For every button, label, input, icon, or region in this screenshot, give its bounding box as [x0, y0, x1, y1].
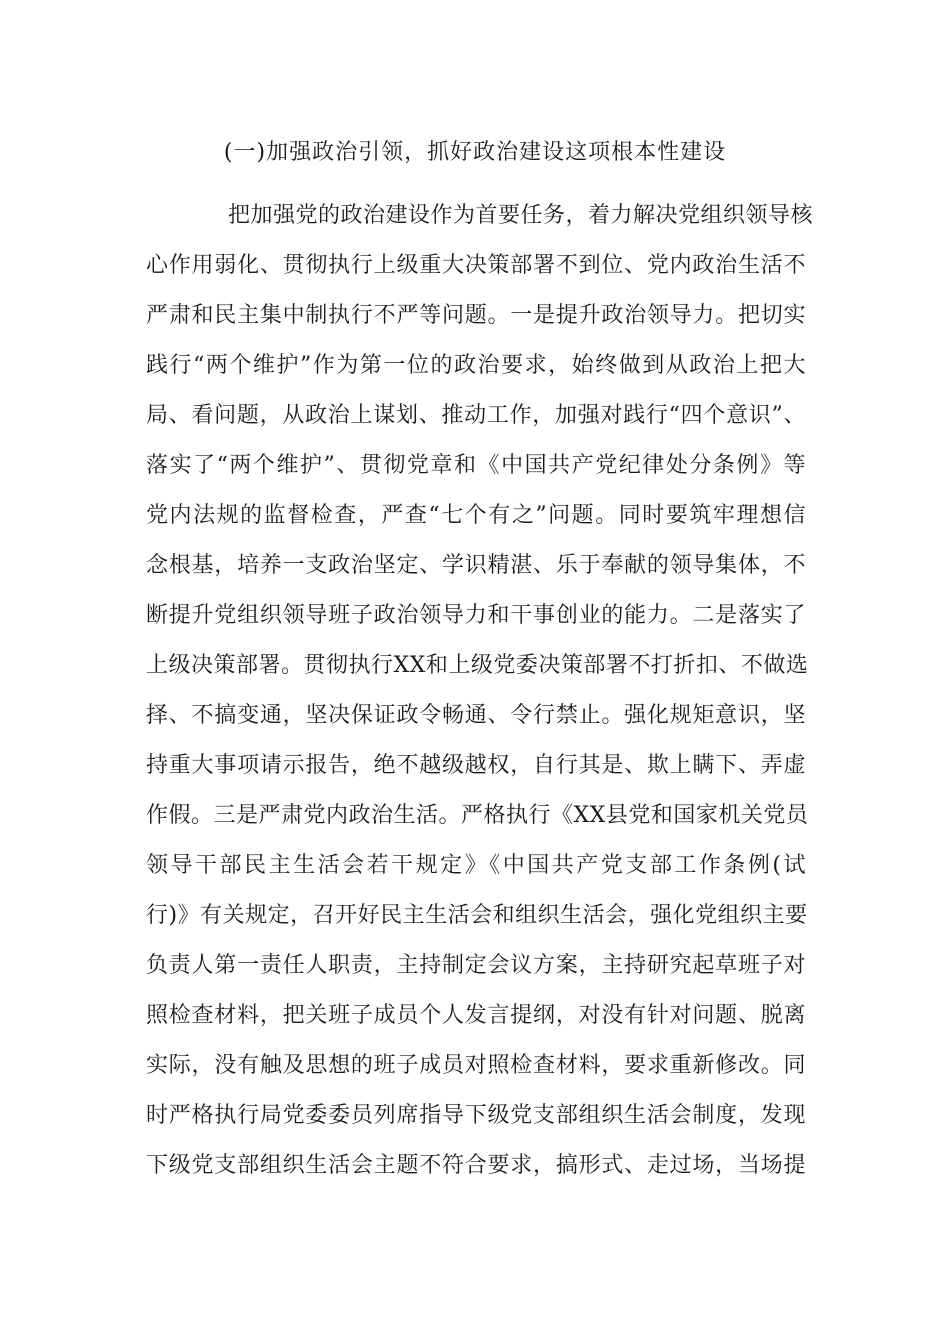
text-line: 念根基，培养一支政治坚定、学识精湛、乐于奉献的领导集体，不: [146, 553, 806, 578]
text-line: 落实了“两个维护”、贯彻党章和《中国共产党纪律处分条例》等: [146, 453, 806, 478]
body-paragraph: [146, 191, 814, 1191]
section-heading: (一)加强政治引领，抓好政治建设这项根本性建设: [223, 140, 727, 165]
text-line: 作假。三是严肃党内政治生活。严格执行《XX县党和国家机关党员: [146, 803, 809, 828]
text-line: 领导干部民主生活会若干规定》《中国共产党支部工作条例(试: [146, 853, 806, 878]
text-line: 行)》有关规定，召开好民主生活会和组织生活会，强化党组织主要: [146, 903, 808, 928]
text-line: 断提升党组织领导班子政治领导力和干事创业的能力。二是落实了: [146, 603, 806, 628]
text-line: 践行“两个维护”作为第一位的政治要求，始终做到从政治上把大: [146, 353, 806, 378]
text-line: 负责人第一责任人职责，主持制定会议方案，主持研究起草班子对: [146, 953, 806, 978]
text-line: 下级党支部组织生活会主题不符合要求，搞形式、走过场，当场提: [146, 1153, 806, 1178]
text-line: 持重大事项请示报告，绝不越级越权，自行其是、欺上瞒下、弄虚: [146, 753, 806, 778]
text-line: 党内法规的监督检查，严查“七个有之”问题。同时要筑牢理想信: [146, 503, 806, 528]
text-line: 局、看问题，从政治上谋划、推动工作，加强对践行“四个意识”、: [146, 403, 806, 428]
text-line: 照检查材料，把关班子成员个人发言提纲，对没有针对问题、脱离: [146, 1003, 806, 1028]
text-line: 上级决策部署。贯彻执行XX和上级党委决策部署不打折扣、不做选: [146, 653, 809, 678]
text-line: 时严格执行局党委委员列席指导下级党支部组织生活会制度，发现: [146, 1103, 806, 1128]
text-line: 心作用弱化、贯彻执行上级重大决策部署不到位、党内政治生活不: [146, 253, 806, 278]
text-line: 严肃和民主集中制执行不严等问题。一是提升政治领导力。把切实: [146, 303, 806, 328]
text-line: 实际，没有触及思想的班子成员对照检查材料，要求重新修改。同: [146, 1053, 806, 1078]
text-line: 把加强党的政治建设作为首要任务，着力解决党组织领导核: [228, 203, 814, 228]
text-line: 择、不搞变通，坚决保证政令畅通、令行禁止。强化规矩意识，坚: [146, 703, 806, 728]
